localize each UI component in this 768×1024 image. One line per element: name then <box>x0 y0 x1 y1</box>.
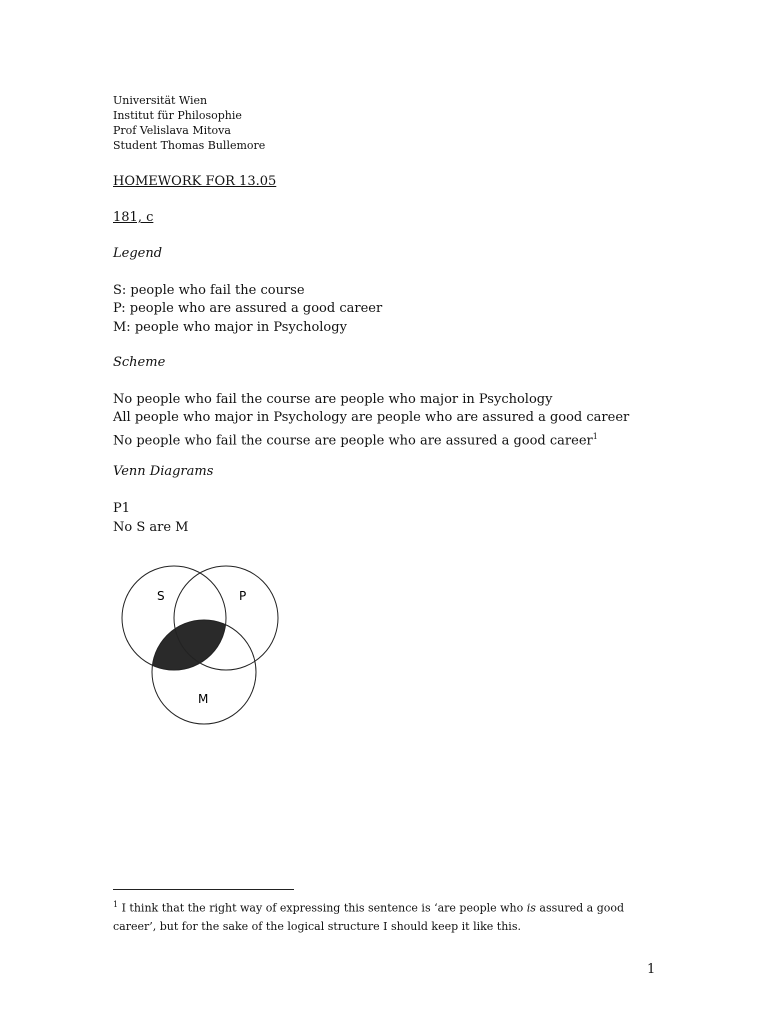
scheme-heading: Scheme <box>113 355 166 370</box>
venn-heading: Venn Diagrams <box>113 464 214 479</box>
footnote-divider <box>113 889 294 890</box>
legend-heading: Legend <box>113 246 163 261</box>
legend-item-p: P: people who are assured a good career <box>113 301 383 316</box>
label-s: S <box>157 589 165 603</box>
footnote-ref: 1 <box>592 432 598 441</box>
scheme-line-2: All people who major in Psychology are people who are assured a good career <box>113 410 630 425</box>
university-line: Universität Wien <box>113 94 208 107</box>
label-m: M <box>198 692 209 706</box>
footnote <box>113 896 653 936</box>
footnote-text-italic: is <box>526 901 536 915</box>
scheme-line-3-text: No people who fail the course are people who are assured a good career <box>113 433 593 449</box>
professor-line: Prof Velislava Mitova <box>113 124 231 137</box>
student-line: Student Thomas Bullemore <box>113 139 266 152</box>
venn-diagram <box>110 556 290 736</box>
page-number: 1 <box>647 962 656 977</box>
homework-title: HOMEWORK FOR 13.05 <box>113 174 277 189</box>
scheme-line-1: No people who fail the course are people who major in Psychology <box>113 392 553 407</box>
legend-item-s: S: people who fail the course <box>113 283 305 298</box>
institute-line: Institut für Philosophie <box>113 109 242 122</box>
label-p: P <box>239 589 247 603</box>
premise-label: P1 <box>113 501 131 516</box>
footnote-text-end: assured a good career’, but for the sake of the logical structure I should keep it like this. <box>113 901 625 933</box>
shaded-region-s-m <box>152 620 256 724</box>
footnote-marker: 1 <box>113 900 119 909</box>
legend-item-m: M: people who major in Psychology <box>113 320 347 335</box>
footnote-text-start: I think that the right way of expressing this sentence is ‘are people who <box>118 901 527 915</box>
scheme-line-3 <box>113 428 598 450</box>
premise-text: No S are M <box>113 520 189 535</box>
exercise-number: 181, c <box>113 210 154 225</box>
